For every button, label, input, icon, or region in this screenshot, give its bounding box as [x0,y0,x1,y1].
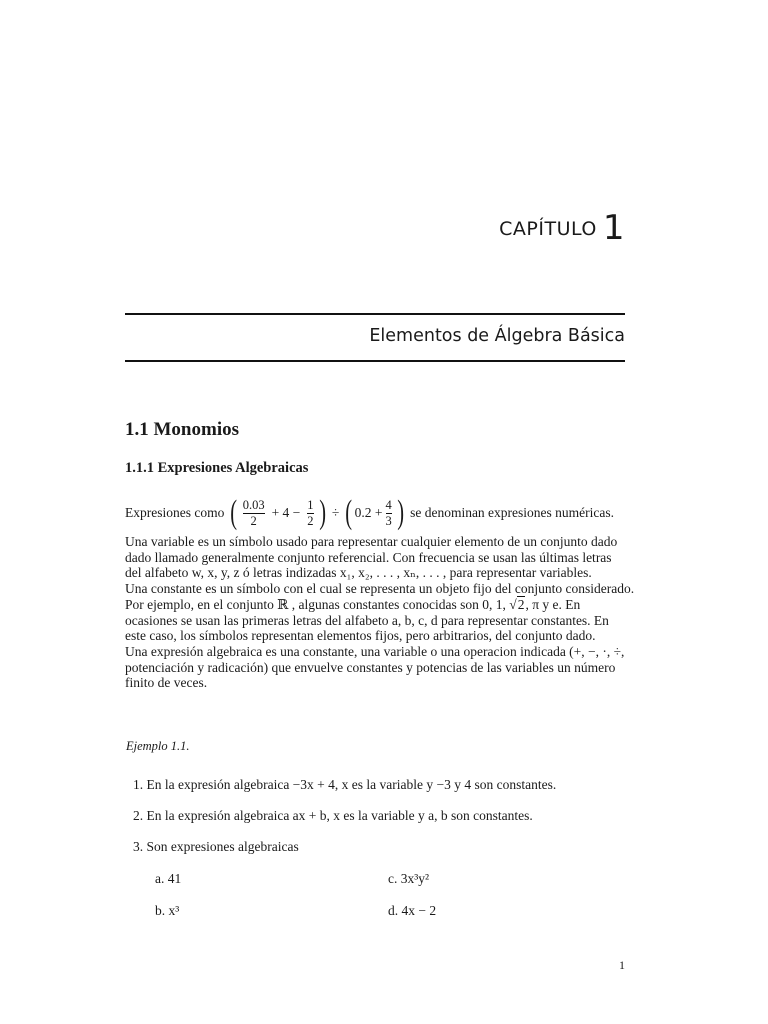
sub-item-a: a. 41 [155,871,182,886]
numeric-suffix: se denominan expresiones numéricas. [410,505,615,520]
sqrt-symbol: √2 [509,596,525,612]
numeric-prefix: Expresiones como [125,505,225,520]
paragraph-line: Por ejemplo, en el conjunto ℝ , algunas constantes conocidas son 0, 1, √2, π y e. En [125,596,581,612]
paragraph-line: Una variable es un símbolo usado para representar cualquier elemento de un conjunto dado [125,534,618,549]
plus-four: + 4 − [271,505,301,520]
sub-item-c: c. 3x³y² [388,871,430,886]
bottom-rule [125,360,625,362]
paragraph-line: potenciación y radicación) que envuelve constantes y potencias de las variables un número [125,659,616,675]
chapter-heading [499,208,625,248]
section-title: 1.1 Monomios [125,419,239,440]
sub-item-d: d. 4x − 2 [388,903,437,918]
example-item-1: 1. En la expresión algebraica −3x + 4, x es la variable y −3 y 4 son constantes. [133,777,557,792]
paragraph-line: finito de veces. [125,675,208,691]
numeric-expression-line: Expresiones como ( $\frac{0.03}{2}$ + 4 − $\frac{1}{2}$ ) ÷ ( 0.2 + $\frac{4}{3}$ ) se denominan expresiones numéricas. [125,494,615,531]
subsection-title: 1.1.1 Expresiones Algebraicas [125,460,309,476]
inner-term: 0.2 + [354,505,383,520]
example-item-3: 3. Son expresiones algebraicas [133,839,299,854]
top-rule [125,313,625,315]
fraction-4-over-3: $\frac{4}{3}$ [385,497,392,528]
fraction-1-over-2: $\frac{1}{2}$ [307,497,314,528]
paragraph-line: Una expresión algebraica es una constante, una variable o una operacion indicada (+, −, ·, ÷, [125,643,625,659]
sub-item-b: b. x³ [155,903,180,918]
chapter-number: 1 [602,208,625,248]
chapter-title: Elementos de Álgebra Básica [369,326,625,346]
definition-paragraph [125,534,635,691]
example-label: Ejemplo 1.1. [126,739,190,753]
paragraph-line: Una constante es un símbolo con el cual se representa un objeto fijo del conjunto considerado. [125,581,635,597]
chapter-label: CAPÍTULO [499,218,597,240]
example-item-2: 2. En la expresión algebraica ax + b, x es la variable y a, b son constantes. [133,808,533,823]
paragraph-line: este caso, los símbolos representan elementos fijos, pero arbitrarios, del conjunto dado. [125,628,596,644]
fraction-0-03-over-2: $\frac{0.03}{2}$ [242,497,265,528]
division-sign: ÷ [331,505,340,520]
paragraph-line: dado llamado generalmente conjunto referencial. Con frecuencia se usan las últimas letras [125,549,612,565]
paragraph-line: ocasiones se usan las primeras letras del alfabeto a, b, c, d para representar constantes. En [125,612,609,628]
page-number: 1 [619,958,625,972]
paragraph-line: del alfabeto w, x, y, z ó letras indizadas x₁, x₂, . . . , xₙ, . . . , para representar variables. [125,565,592,581]
